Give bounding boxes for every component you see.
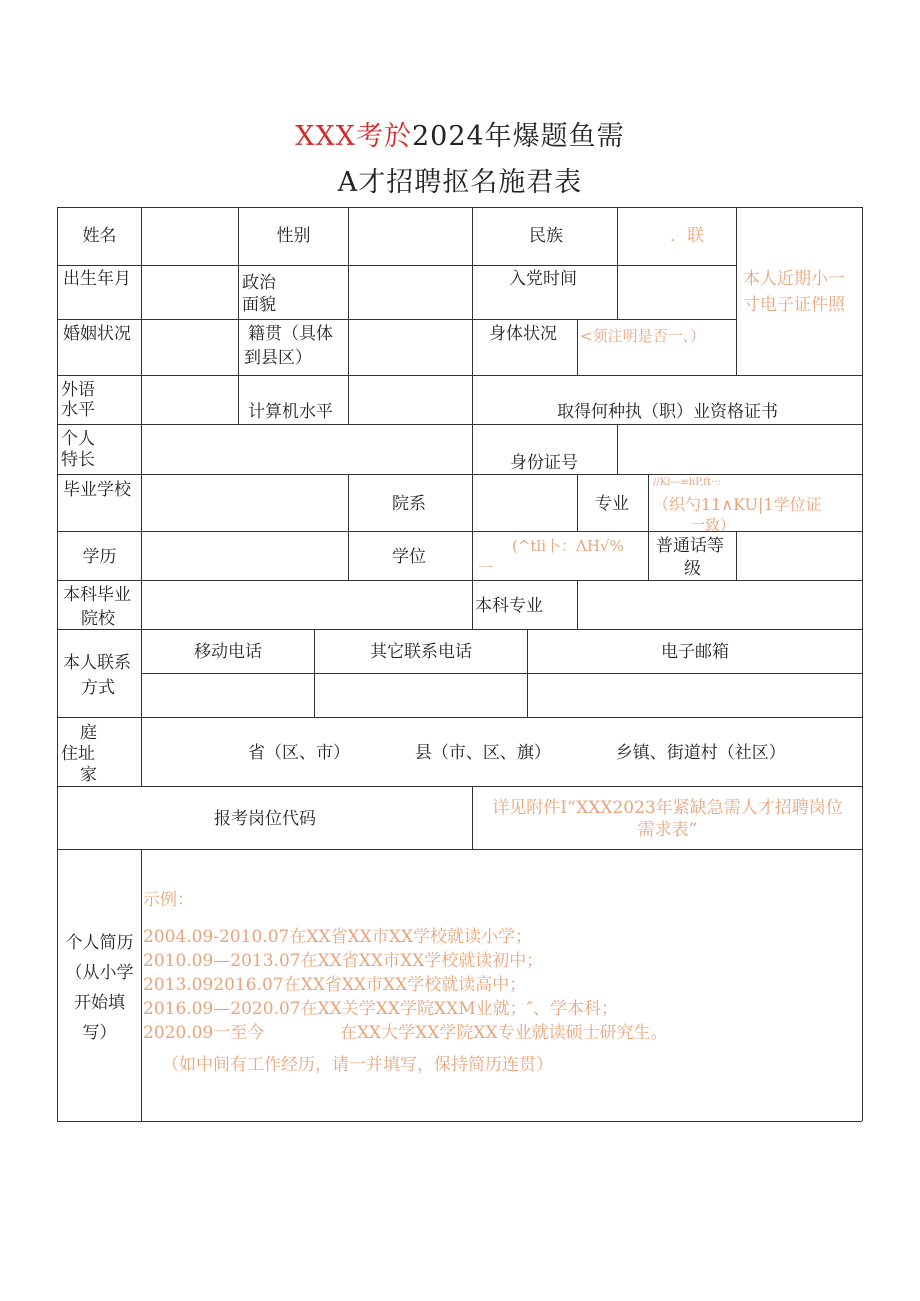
row-line xyxy=(57,265,736,266)
resume-line: 2016.09—2020.07在XX关学XX学院XXM业就；″、学本科； xyxy=(143,999,618,1019)
row-line xyxy=(141,673,862,674)
label-birth: 出生年月 xyxy=(63,269,131,289)
page-subtitle: A才招聘抠名施君表 xyxy=(337,167,583,198)
title-line1: 2024年爆题鱼需 xyxy=(411,121,625,152)
col-line xyxy=(617,207,618,319)
resume-line: 2004.09-2010.07在XX省XX市XX学校就读小学； xyxy=(143,927,532,947)
col-line xyxy=(348,474,349,580)
label-edu: 学历 xyxy=(82,547,117,567)
row-line xyxy=(57,319,736,320)
title-prefix: XXX考於 xyxy=(295,121,412,152)
resume-example-title: 示例： xyxy=(143,890,194,910)
label-id-no: 身份证号 xyxy=(510,453,578,473)
label-ethnicity: 民族 xyxy=(529,226,563,246)
label-computer: 计算机水平 xyxy=(248,402,333,422)
degree-hint-2: 一 xyxy=(478,559,494,577)
label-contact-1: 本人联系 xyxy=(63,653,131,673)
label-other-phone: 其它联系电话 xyxy=(370,642,472,662)
label-marital: 婚姻状况 xyxy=(63,324,131,344)
label-spec-1: 个人 xyxy=(61,429,95,449)
photo-hint-line2: 寸电子证件照 xyxy=(743,295,845,315)
resume-note: （如中间有工作经历，请一并填写，保持简历连贯） xyxy=(162,1055,553,1075)
label-addr-1: 庭 xyxy=(80,723,97,743)
col-line xyxy=(141,207,142,787)
label-spec-2: 特长 xyxy=(61,450,95,470)
row-line xyxy=(57,424,862,425)
table-border-top xyxy=(57,207,862,208)
label-native-2: 到县区） xyxy=(244,348,312,368)
label-ug-school-2: 院校 xyxy=(81,609,115,629)
label-political-1: 政治 xyxy=(242,273,276,293)
row-line xyxy=(57,849,862,850)
label-mobile: 移动电话 xyxy=(194,642,262,662)
col-line xyxy=(577,474,578,531)
label-degree: 学位 xyxy=(392,547,426,567)
col-line xyxy=(736,207,737,375)
resume-line: 2013.092016.07在XX省XX市XX学校就读高中； xyxy=(143,975,527,995)
post-hint-1: 详见附件I“XXX2023年紧缺急需人才招聘岗位 xyxy=(492,798,843,818)
major-hint-1: //Kl---≡hP,ft··: xyxy=(653,477,721,488)
label-political-2: 面貌 xyxy=(242,295,276,315)
col-line xyxy=(348,207,349,424)
col-line xyxy=(577,319,578,375)
col-line xyxy=(141,849,142,1121)
label-addr-2: 住址 xyxy=(61,744,95,764)
table-border-right xyxy=(862,207,863,1121)
label-party-join: 入党时间 xyxy=(509,269,577,289)
col-line xyxy=(577,580,578,629)
label-name: 姓名 xyxy=(82,226,117,246)
label-resume-2: （从小学 xyxy=(65,963,134,983)
label-resume-4: 写） xyxy=(82,1023,117,1043)
degree-hint-1: (^tli卜：ΛH√% xyxy=(512,537,624,555)
ethnicity-hint: ．联 xyxy=(670,226,704,246)
col-line xyxy=(472,474,473,629)
row-line xyxy=(57,786,862,787)
resume-line: 2020.09一至今 在XX大学XX学院XX专业就读硕士研究生。 xyxy=(143,1023,668,1043)
label-health: 身体状况 xyxy=(489,324,557,344)
label-post-code: 报考岗位代码 xyxy=(214,809,316,829)
label-ug-school-1: 本科毕业 xyxy=(63,585,131,605)
label-major: 专业 xyxy=(595,494,629,514)
label-ug-major: 本科专业 xyxy=(475,596,543,616)
label-grad-school: 毕业学校 xyxy=(63,480,131,500)
label-mandarin-1: 普通话等 xyxy=(656,536,724,556)
label-contact-2: 方式 xyxy=(81,678,115,698)
col-line xyxy=(472,207,473,319)
label-lang-1: 外语 xyxy=(61,380,95,400)
row-line xyxy=(57,717,862,718)
label-email: 电子邮箱 xyxy=(661,642,729,662)
major-hint-2: （织勺11∧KU|1学位证 xyxy=(653,495,822,514)
col-line xyxy=(736,531,737,580)
label-dept: 院系 xyxy=(392,494,426,514)
label-cert: 取得何种执（职）业资格证书 xyxy=(557,402,778,422)
table-border-bottom xyxy=(57,1121,862,1122)
row-line xyxy=(57,375,862,376)
label-native-1: 籍贯（具体 xyxy=(248,324,333,344)
col-line xyxy=(648,531,649,580)
label-resume-3: 开始填 xyxy=(74,993,125,1013)
label-resume-1: 个人简历 xyxy=(65,933,134,953)
health-hint: <须注明是否一、） xyxy=(580,327,706,345)
resume-line: 2010.09—2013.07在XX省XX市XX学校就读初中； xyxy=(143,951,544,971)
row-line xyxy=(57,629,862,630)
photo-hint-line1: 本人近期小一 xyxy=(743,269,845,289)
address-parts: 省（区、市） 县（市、区、旗） 乡镇、街道村（社区） xyxy=(248,743,786,763)
post-hint-2: 需求表” xyxy=(637,820,698,840)
col-line xyxy=(648,474,649,531)
col-line xyxy=(617,424,618,474)
row-line xyxy=(57,580,862,581)
label-addr-3: 家 xyxy=(80,765,97,785)
label-lang-2: 水平 xyxy=(61,400,95,420)
row-line xyxy=(57,474,862,475)
major-hint-3: 一致） xyxy=(690,516,736,534)
label-mandarin-2: 级 xyxy=(684,559,701,579)
col-line xyxy=(472,319,473,474)
row-line xyxy=(57,531,862,532)
label-gender: 性别 xyxy=(276,226,311,246)
